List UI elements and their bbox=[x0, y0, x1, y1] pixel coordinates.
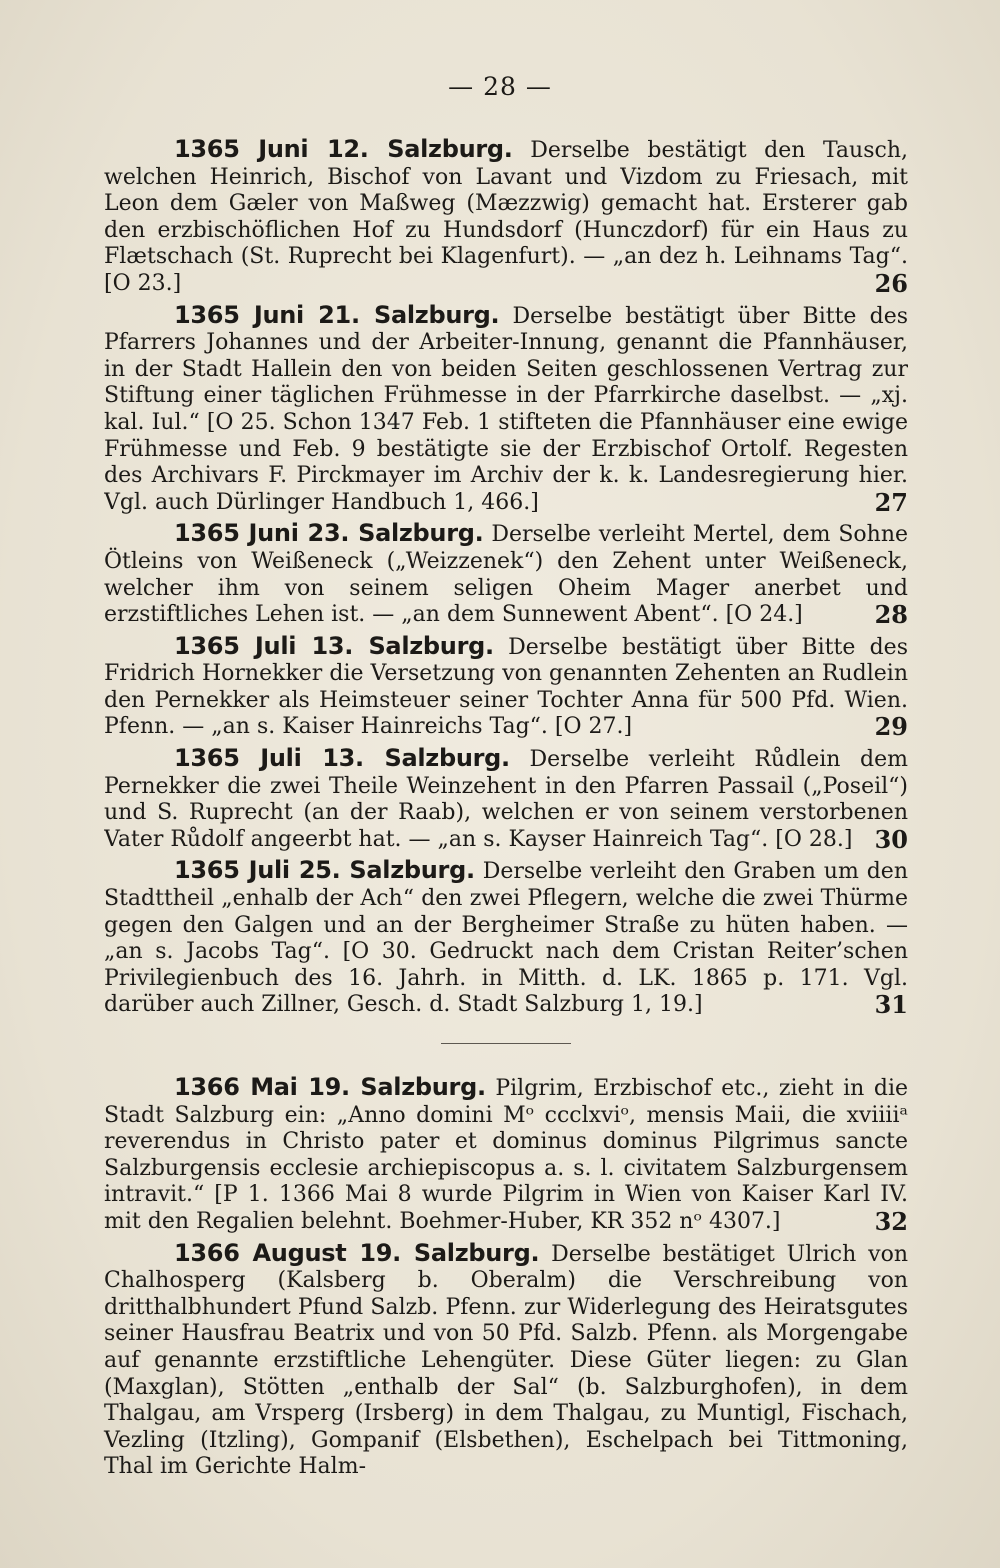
entry-heading: 1365 Juli 13. Salzburg. bbox=[174, 632, 494, 660]
entry-number: 29 bbox=[874, 712, 908, 742]
entry-number-wrap bbox=[863, 992, 908, 1021]
entry-number-wrap bbox=[863, 824, 908, 856]
entries-container bbox=[104, 136, 908, 1483]
entry-heading: 1365 Juli 13. Salzburg. bbox=[174, 745, 510, 773]
entry-heading: 1365 Juni 12. Salzburg. bbox=[174, 136, 513, 163]
regest-entry bbox=[104, 136, 908, 300]
entry-number-wrap bbox=[863, 268, 908, 300]
entry-number: 32 bbox=[874, 1206, 908, 1236]
entry-heading: 1365 Juni 23. Salzburg. bbox=[174, 520, 484, 548]
entry-number-wrap bbox=[863, 714, 908, 743]
entry-number: 31 bbox=[874, 990, 908, 1020]
regest-entry bbox=[104, 520, 908, 630]
regest-entry bbox=[104, 1240, 908, 1481]
entry-heading: 1366 Mai 19. Salzburg. bbox=[174, 1074, 486, 1101]
entry-text: Derselbe verleiht Mertel, dem Sohne Ötleins von Weißeneck („Weizzenek“) den Zehent unter Weißeneck, welcher ihm von seinem seligen Oheim Mager anerbet und erzstiftliches Lehen ist. — „an dem Sunnewent Abent“. [O 24.] bbox=[104, 522, 908, 628]
entry-number: 27 bbox=[874, 487, 908, 517]
entry-number-wrap bbox=[863, 1206, 908, 1238]
entry-number: 30 bbox=[874, 824, 908, 854]
regest-entry bbox=[104, 633, 908, 743]
entry-text: Derselbe bestätigt den Tausch, welchen Heinrich, Bischof von Lavant und Vizdom zu Friesach, mit Leon dem Gæler von Maßweg (Mæzzwig) gemacht hat. Ersterer gab den erzbischöflichen Hof zu Hundsdorf (Hunczdorf) für ein Haus zu Flætschach (St. Ruprecht bei Klagenfurt). — „an dez h. Leihnams Tag“. [O 23.] bbox=[104, 138, 908, 296]
entry-text: Derselbe bestätigt über Bitte des Fridrich Hornekker die Versetzung von genannten Zehenten an Rudlein den Pernekker als Heimsteuer seiner Tochter Anna für 500 Pfd. Wien. Pfenn. — „an s. Kaiser Hainreichs Tag“. [O 27.] bbox=[104, 634, 908, 740]
regest-entry bbox=[104, 745, 908, 855]
entry-text: Pilgrim, Erzbischof etc., zieht in die Stadt Salzburg ein: „Anno domini Mᵒ ccclxviᵒ, mensis Maii, die xviiiiᵃ reverendus in Christo pater et dominus dominus Pilgrimus sancte Salzburgensis ecclesie archiepiscopus a. s. l. civitatem Salzburgensem intravit.“ [P 1. 1366 Mai 8 wurde Pilgrim in Wien von Kaiser Karl IV. mit den Regalien belehnt. Boehmer-Huber, KR 352 nᵒ 4307.] bbox=[104, 1076, 908, 1234]
section-divider bbox=[441, 1043, 571, 1044]
entry-number: 26 bbox=[874, 268, 908, 298]
entry-number-wrap bbox=[863, 487, 908, 519]
entries-group-1 bbox=[104, 136, 908, 1021]
entry-number: 28 bbox=[874, 600, 908, 630]
regest-entry bbox=[104, 857, 908, 1021]
entry-text: Derselbe verleiht den Graben um den Stadttheil „enhalb der Ach“ den zwei Pflegern, welche die zwei Thürme gegen den Galgen und an der Bergheimer Straße zu hüten haben. — „an s. Jacobs Tag“. [O 30. Gedruckt nach dem Cristan Reiter’schen Privilegienbuch des 16. Jahrh. in Mitth. d. LK. 1865 p. 171. Vgl. darüber auch Zillner, Gesch. d. Stadt Salzburg 1, 19.] bbox=[104, 859, 908, 1018]
regest-entry bbox=[104, 302, 908, 519]
entry-text: Derselbe bestätigt über Bitte des Pfarrers Johannes und der Arbeiter-Innung, genannt die Pfannhäuser, in der Stadt Hallein den von beiden Seiten geschlossenen Vertrag zur Stiftung einer täglichen Frühmesse in der Pfarrkirche daselbst. — „xj. kal. Iul.“ [O 25. Schon 1347 Feb. 1 stifteten die Pfannhäuser eine ewige Frühmesse und Feb. 9 bestätigte sie der Erzbischof Ortolf. Regesten des Archivars F. Pirckmayer im Archiv der k. k. Landesregierung hier. Vgl. auch Dürlinger Handbuch 1, 466.] bbox=[104, 303, 908, 515]
entry-number-wrap bbox=[863, 602, 908, 631]
entry-heading: 1365 Juli 25. Salzburg. bbox=[174, 857, 475, 885]
entries-group-2 bbox=[104, 1074, 908, 1481]
entry-text: Derselbe bestätiget Ulrich von Chalhosperg (Kalsberg b. Oberalm) die Verschreibung von dritthalbhundert Pfund Salzb. Pfenn. zur Widerlegung des Heiratsgutes seiner Hausfrau Beatrix und von 50 Pfd. Salzb. Pfenn. als Morgengabe auf genannte erzstiftliche Lehengüter. Diese Güter liegen: zu Glan (Maxglan), Stötten „enthalb der Sal“ (b. Salzburghofen), in dem Thalgau, am Vrsperg (Irsberg) in dem Thalgau, zu Muntigl, Fischach, Vezling (Itzling), Gompanif (Elsbethen), Eschelpach bei Tittmoning, Thal im Gerichte Halm- bbox=[104, 1241, 908, 1480]
entry-heading: 1365 Juni 21. Salzburg. bbox=[174, 301, 500, 329]
entry-heading: 1366 August 19. Salzburg. bbox=[174, 1238, 540, 1267]
page-number: — 28 — bbox=[448, 72, 552, 101]
entry-text: Derselbe verleiht Růdlein dem Pernekker die zwei Theile Weinzehent in den Pfarren Passail („Poseil“) und S. Ruprecht (an der Raab), welchen er von seinem verstorbenen Vater Růdolf angeerbt hat. — „an s. Kayser Hainreich Tag“. [O 28.] bbox=[104, 747, 908, 852]
regest-entry bbox=[104, 1074, 908, 1238]
